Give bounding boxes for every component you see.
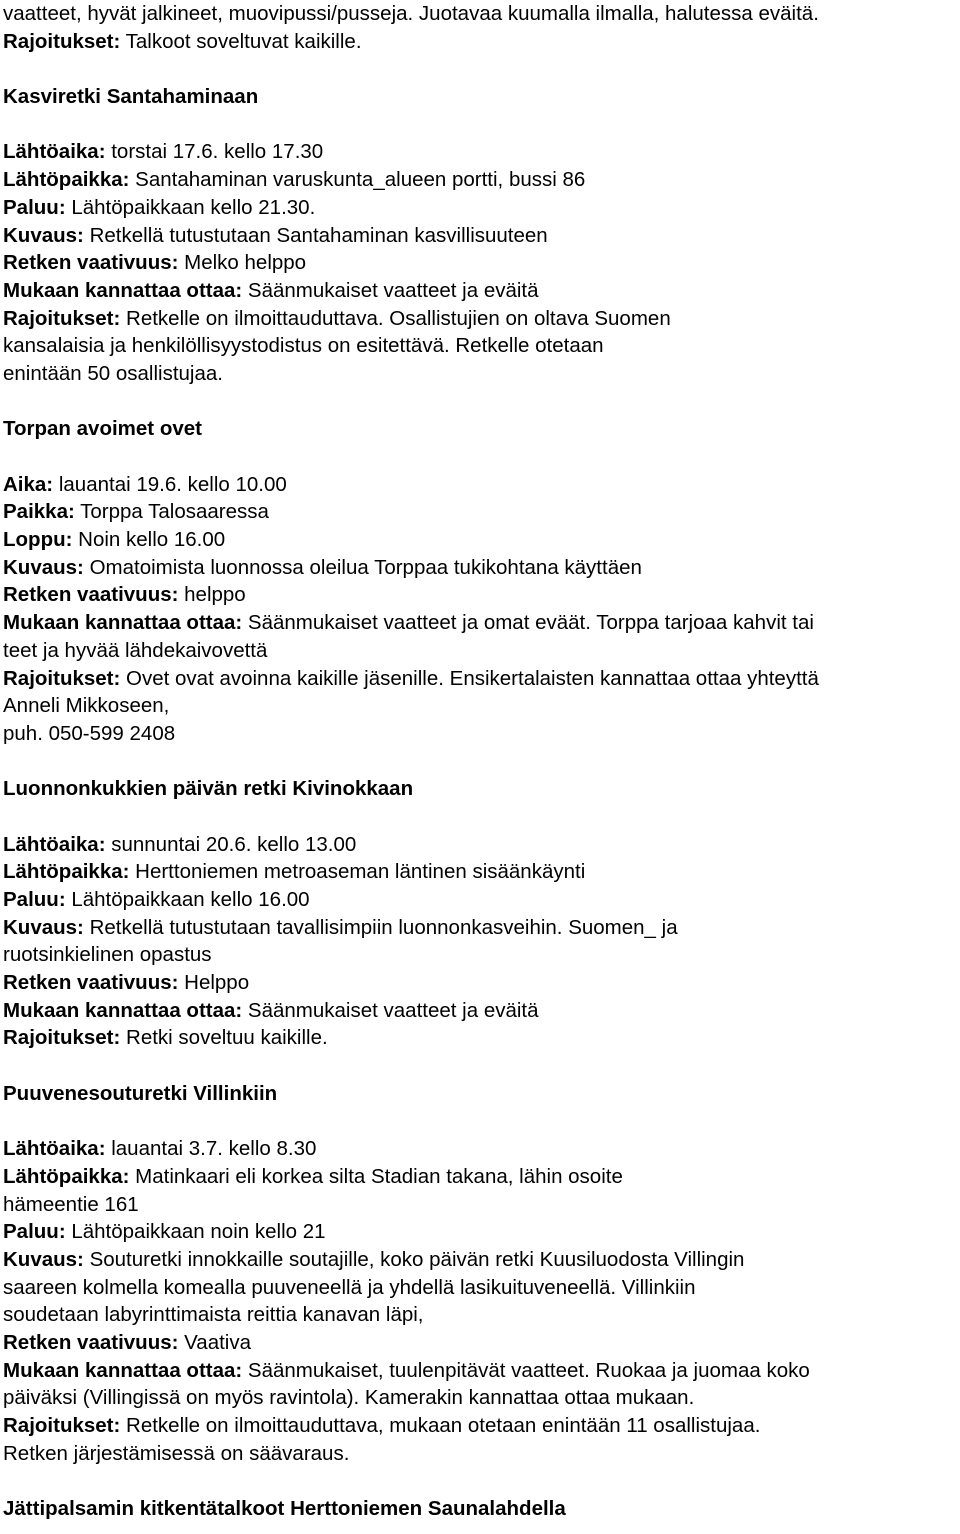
departure-value: torstai 17.6. kello 17.30: [105, 140, 324, 164]
departure-value: sunnuntai 20.6. kello 13.00: [105, 832, 357, 856]
event1-place: [3, 166, 958, 194]
event2-bring: [3, 609, 958, 637]
event4-description-cont: saareen kolmella komealla puuveneellä ja yhdellä lasikuituveneellä. Villinkiin: [3, 1275, 696, 1299]
event4-limits: [3, 1412, 958, 1440]
event3-description: [3, 914, 958, 942]
description-label: Kuvaus:: [3, 555, 84, 579]
description-label: Kuvaus:: [3, 915, 84, 939]
return-value: Lähtöpaikkaan kello 21.30.: [65, 195, 316, 219]
event3-description-cont: ruotsinkielinen opastus: [3, 943, 212, 967]
event2-time: [3, 471, 958, 499]
place-label: Paikka:: [3, 500, 75, 524]
event4-description: [3, 1246, 958, 1274]
place-label: Lähtöpaikka:: [3, 1164, 130, 1188]
bring-label: Mukaan kannattaa ottaa:: [3, 278, 243, 302]
difficulty-value: helppo: [178, 583, 246, 607]
bring-label: Mukaan kannattaa ottaa:: [3, 998, 243, 1022]
return-value: Lähtöpaikkaan kello 16.00: [65, 888, 310, 911]
event1-bring: [3, 277, 958, 305]
description-value: Souturetki innokkaille soutajille, koko päivän retki Kuusiluodosta Villingin: [83, 1247, 745, 1271]
bring-value: Säänmukaiset vaatteet ja eväitä: [242, 278, 539, 302]
event2-limits-cont: Anneli Mikkoseen,: [3, 694, 170, 718]
place-value: Matinkaari eli korkea silta Stadian takana, lähin osoite: [129, 1164, 623, 1188]
event2-place: [3, 498, 958, 526]
limits-label: Rajoitukset:: [3, 1026, 121, 1050]
event1-difficulty: [3, 249, 958, 277]
place-value: Torppa Talosaaressa: [74, 500, 269, 524]
departure-value: lauantai 3.7. kello 8.30: [105, 1137, 317, 1161]
intro-line: [3, 0, 958, 28]
event3-difficulty: [3, 969, 958, 997]
event-title-luonnonkukkien-paiva: Luonnonkukkien päivän retki Kivinokkaan: [3, 777, 414, 801]
event-title-puuvenesouturetki: Puuvenesouturetki Villinkiin: [3, 1081, 278, 1105]
event1-return: [3, 194, 958, 222]
event1-limits-cont: enintään 50 osallistujaa.: [3, 361, 223, 385]
event3-place: [3, 858, 958, 886]
event-title-kasviretki: Kasviretki Santahaminaan: [3, 85, 259, 109]
event3-departure: [3, 831, 958, 859]
place-label: Lähtöpaikka:: [3, 860, 130, 884]
event4-departure: [3, 1135, 958, 1163]
event4-bring: [3, 1357, 958, 1385]
bring-value: Säänmukaiset, tuulenpitävät vaatteet. Ruokaa ja juomaa koko: [242, 1358, 810, 1382]
bring-label: Mukaan kannattaa ottaa:: [3, 1358, 243, 1382]
event4-limits-cont: Retken järjestämisessä on säävaraus.: [3, 1441, 350, 1465]
time-value: lauantai 19.6. kello 10.00: [53, 472, 287, 496]
place-label: Lähtöpaikka:: [3, 168, 130, 192]
limits-label: Rajoitukset:: [3, 1414, 121, 1438]
limits-label: Rajoitukset:: [3, 29, 121, 53]
bring-value: Säänmukaiset vaatteet ja eväitä: [242, 998, 539, 1022]
limits-label: Rajoitukset:: [3, 666, 121, 690]
event4-return: [3, 1218, 958, 1246]
limits-label: Rajoitukset:: [3, 306, 121, 330]
limits-value: Retkelle on ilmoittauduttava. Osallistujien on oltava Suomen: [120, 306, 671, 330]
end-label: Loppu:: [3, 528, 73, 552]
description-value: Omatoimista luonnossa oleilua Torppaa tukikohtana käyttäen: [83, 555, 642, 579]
limits-value: Retki soveltuu kaikille.: [120, 1026, 328, 1050]
departure-label: Lähtöaika:: [3, 1137, 106, 1161]
difficulty-label: Retken vaativuus:: [3, 1331, 179, 1354]
return-value: Lähtöpaikkaan noin kello 21: [65, 1220, 326, 1244]
departure-label: Lähtöaika:: [3, 832, 106, 856]
event-title-torpan-avoimet-ovet: Torpan avoimet ovet: [3, 417, 202, 441]
event1-limits: [3, 305, 958, 333]
event1-limits-cont: kansalaisia ja henkilöllisyystodistus on esitettävä. Retkelle otetaan: [3, 334, 604, 358]
event2-description: [3, 554, 958, 582]
end-value: Noin kello 16.00: [72, 528, 226, 552]
time-label: Aika:: [3, 472, 54, 496]
event4-description-cont: soudetaan labyrinttimaista reittia kanavan läpi,: [3, 1303, 424, 1327]
event2-end: [3, 526, 958, 554]
event2-limits-cont: puh. 050-599 2408: [3, 721, 176, 745]
event3-return: [3, 886, 958, 914]
event2-limits: [3, 665, 958, 693]
limits-value: Talkoot soveltuvat kaikille.: [120, 29, 362, 53]
departure-label: Lähtöaika:: [3, 140, 106, 164]
event-title-jattipalsamin-talkoot: Jättipalsamin kitkentätalkoot Herttoniemen Saunalahdella: [3, 1497, 566, 1521]
document-page: [3, 0, 958, 1523]
intro-text: vaatteet, hyvät jalkineet, muovipussi/pusseja. Juotavaa kuumalla ilmalla, halutessa eväitä.: [3, 2, 819, 25]
event1-description: [3, 222, 958, 250]
bring-label: Mukaan kannattaa ottaa:: [3, 611, 243, 635]
place-value: Herttoniemen metroaseman läntinen sisäänkäynti: [129, 860, 586, 884]
event4-difficulty: [3, 1329, 958, 1357]
event4-place-cont: hämeentie 161: [3, 1192, 139, 1216]
description-label: Kuvaus:: [3, 1247, 84, 1271]
difficulty-value: Melko helppo: [178, 251, 307, 275]
bring-value: Säänmukaiset vaatteet ja omat eväät. Torppa tarjoaa kahvit tai: [242, 611, 814, 635]
event4-bring-cont: päiväksi (Villingissä on myös ravintola). Kamerakin kannattaa ottaa mukaan.: [3, 1386, 695, 1410]
limits-value: Retkelle on ilmoittauduttava, mukaan otetaan enintään 11 osallistujaa.: [120, 1414, 761, 1438]
difficulty-value: Helppo: [178, 971, 250, 995]
description-label: Kuvaus:: [3, 223, 84, 247]
event4-place: [3, 1163, 958, 1191]
difficulty-label: Retken vaativuus:: [3, 583, 179, 607]
event3-limits: [3, 1024, 958, 1052]
difficulty-label: Retken vaativuus:: [3, 251, 179, 275]
event3-bring: [3, 997, 958, 1025]
return-label: Paluu:: [3, 195, 66, 219]
limits-value: Ovet ovat avoinna kaikille jäsenille. Ensikertalaisten kannattaa ottaa yhteyttä: [120, 666, 819, 690]
intro-limits-line: [3, 28, 958, 56]
difficulty-value: Vaativa: [178, 1331, 252, 1354]
event1-departure: [3, 138, 958, 166]
place-value: Santahaminan varuskunta_alueen portti, bussi 86: [129, 168, 586, 192]
difficulty-label: Retken vaativuus:: [3, 971, 179, 995]
description-value: Retkellä tutustutaan tavallisimpiin luonnonkasveihin. Suomen_ ja: [83, 915, 678, 939]
return-label: Paluu:: [3, 1220, 66, 1244]
event2-bring-cont: teet ja hyvää lähdekaivovettä: [3, 638, 268, 662]
description-value: Retkellä tutustutaan Santahaminan kasvillisuuteen: [83, 223, 548, 247]
return-label: Paluu:: [3, 888, 66, 911]
event2-difficulty: [3, 581, 958, 609]
